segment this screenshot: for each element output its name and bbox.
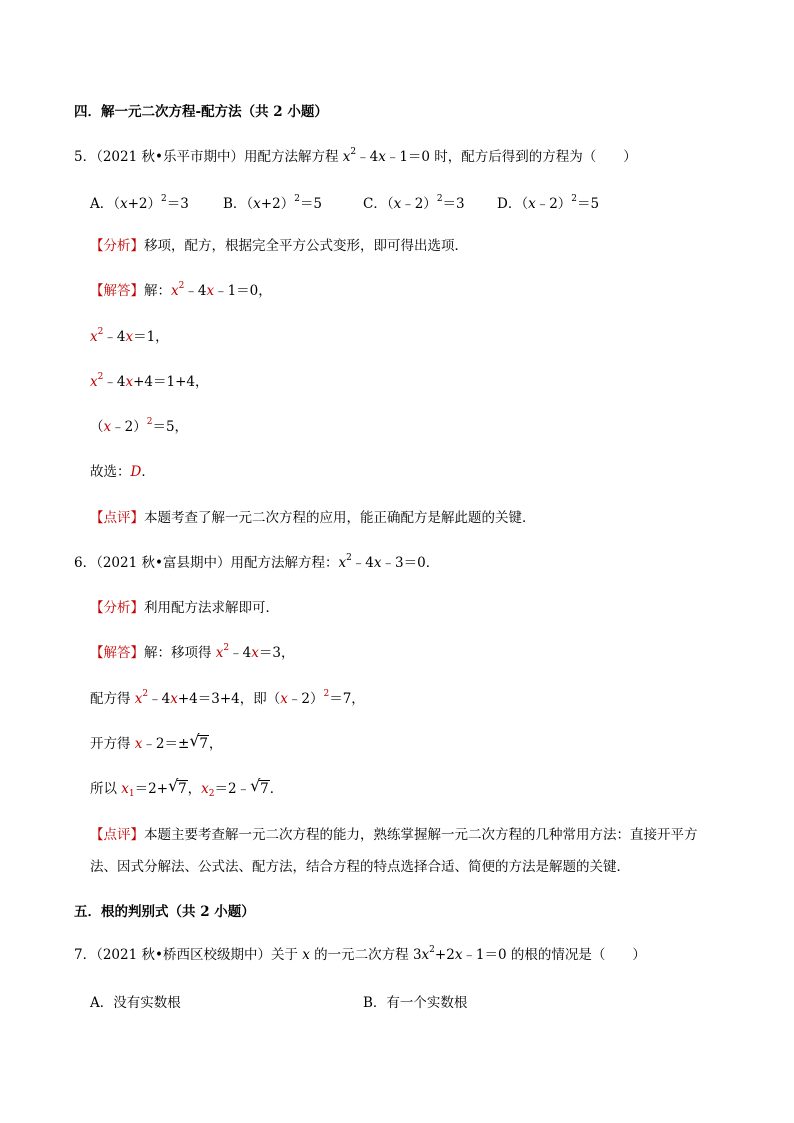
- text-span: ＝5: [577, 196, 600, 212]
- question-6-step-2: [90, 735, 222, 753]
- text-span: A．没有实数根: [90, 995, 181, 1011]
- text-span: x: [253, 196, 261, 212]
- text-span: ＝3: [442, 196, 465, 212]
- text-span: ﹣3＝0．: [381, 555, 440, 571]
- text-span: A．（: [90, 196, 120, 212]
- question-5-answer: [90, 282, 272, 300]
- question-6-comment-line-2: [90, 858, 630, 876]
- question-5-analysis: [90, 237, 468, 255]
- question-6-answer: [90, 644, 294, 662]
- section-title-5: [74, 903, 255, 921]
- superscript: 2: [161, 194, 167, 204]
- question-6-analysis: [90, 599, 279, 617]
- text-span: 利用配方法求解即可．: [144, 600, 279, 616]
- text-span: ﹣4: [148, 691, 171, 707]
- question-5-step-2: [90, 328, 169, 346]
- text-span: 故选：: [90, 464, 131, 480]
- text-span: ﹣4: [356, 149, 379, 165]
- question-5-stem: [74, 148, 637, 166]
- text-span: x: [342, 149, 351, 165]
- subscript: 1: [128, 789, 135, 799]
- text-span: x: [121, 781, 129, 797]
- text-span: x: [393, 196, 402, 212]
- text-span: x: [378, 149, 386, 165]
- text-span: ＝5，: [152, 419, 189, 435]
- text-span: +2）: [260, 196, 295, 212]
- text-span: x: [125, 329, 134, 345]
- text-span: +2）: [127, 196, 162, 212]
- text-span: 四．解一元二次方程-配方法（共 2 小题）: [74, 104, 328, 120]
- question-5-comment: [90, 509, 536, 527]
- superscript: 2: [294, 194, 300, 204]
- superscript: 2: [146, 417, 153, 427]
- text-span: x: [134, 736, 143, 752]
- text-span: ＝7，: [329, 691, 365, 707]
- option-c[interactable]: [363, 192, 465, 212]
- text-span: 的一元二次方程 3: [309, 947, 422, 963]
- text-span: 开方得: [90, 736, 135, 752]
- text-span: x: [215, 645, 224, 661]
- text-span: x: [125, 374, 134, 390]
- text-span: B．有一个实数根: [363, 995, 468, 1011]
- question-6-comment-line-1: [90, 826, 698, 844]
- text-span: x: [90, 374, 98, 390]
- superscript: 2: [436, 194, 443, 204]
- superscript: 2: [97, 327, 104, 337]
- text-span: ﹣2）: [287, 691, 324, 707]
- text-span: x: [421, 947, 430, 963]
- sqrt-symbol: [168, 780, 188, 798]
- question-7-stem: [74, 946, 646, 964]
- text-span: 五．根的判别式（共 2 小题）: [74, 904, 255, 920]
- text-span: +4＝3+4，即（: [177, 691, 281, 707]
- text-span: 移项，配方，根据完全平方公式变形，即可得出选项．: [144, 238, 468, 254]
- text-span: 本题主要考查解一元二次方程的能力，熟练掌握解一元二次方程的几种常用方法：直接开平方: [144, 827, 698, 843]
- text-span: 7．（2021 秋•桥西区校级期中）关于: [74, 947, 303, 963]
- text-span: ＝3: [166, 196, 189, 212]
- question-6-step-3: [90, 780, 283, 798]
- superscript: 2: [323, 689, 330, 699]
- text-span: 【点评】: [90, 827, 144, 843]
- text-span: +2: [434, 947, 455, 963]
- text-span: 【分析】: [90, 600, 144, 616]
- section-title-4: [74, 103, 328, 121]
- text-span: x: [338, 555, 347, 571]
- text-span: 本题考查了解一元二次方程的应用，能正确配方是解此题的关键．: [144, 510, 536, 526]
- text-span: 解：: [144, 283, 171, 299]
- superscript: 2: [223, 643, 230, 653]
- text-span: C．（: [363, 196, 394, 212]
- text-span: ＝1，: [133, 329, 169, 345]
- text-span: x: [171, 283, 179, 299]
- text-span: 所以: [90, 781, 122, 797]
- text-span: （: [90, 419, 104, 435]
- text-span: x: [373, 555, 382, 571]
- text-span: ，: [187, 781, 202, 797]
- text-span: ＝5: [299, 196, 323, 212]
- text-span: 7: [178, 781, 187, 797]
- text-span: 6．（2021 秋•富县期中）用配方法解方程：: [74, 555, 339, 571]
- text-span: 【解答】: [90, 645, 144, 661]
- text-span: x: [528, 196, 536, 212]
- option-a[interactable]: [90, 192, 189, 212]
- question-5-choice: [90, 463, 155, 481]
- text-span: ﹣4: [103, 374, 126, 390]
- text-span: x: [206, 283, 215, 299]
- question-6-stem: [74, 554, 439, 572]
- text-span: 7: [260, 781, 269, 797]
- text-span: 【分析】: [90, 238, 144, 254]
- question-6-step-1: [90, 690, 365, 708]
- sqrt-symbol: [189, 735, 209, 753]
- text-span: ﹣2＝±: [142, 736, 190, 752]
- text-span: x: [134, 691, 143, 707]
- question-5-step-3: [90, 373, 208, 391]
- text-span: ﹣4: [184, 283, 207, 299]
- text-span: 配方得: [90, 691, 135, 707]
- text-span: +4＝1+4，: [133, 374, 209, 390]
- superscript: 2: [142, 689, 149, 699]
- text-span: ﹣4: [351, 555, 374, 571]
- superscript: 2: [346, 553, 352, 563]
- text-span: 7: [199, 736, 208, 752]
- option-d[interactable]: [497, 192, 599, 212]
- text-span: ﹣4: [103, 329, 126, 345]
- text-span: D: [130, 464, 142, 480]
- text-span: 法、因式分解法、公式法、配方法，结合方程的特点选择合适、简便的方法是解题的关键．: [90, 859, 630, 875]
- text-span: x: [454, 947, 463, 963]
- superscript: 2: [97, 372, 104, 382]
- text-span: x: [90, 329, 98, 345]
- text-span: ＝2+: [134, 781, 169, 797]
- text-span: ﹣1＝0，: [214, 283, 272, 299]
- text-span: x: [280, 691, 288, 707]
- text-span: ﹣4: [229, 645, 252, 661]
- text-span: x: [251, 645, 259, 661]
- text-span: x: [201, 781, 209, 797]
- superscript: 2: [350, 147, 357, 157]
- text-span: 【点评】: [90, 510, 144, 526]
- option-b[interactable]: [223, 192, 322, 212]
- text-span: x: [120, 196, 128, 212]
- text-span: x: [170, 691, 178, 707]
- text-span: 解：移项得: [144, 645, 216, 661]
- text-span: ＝3，: [258, 645, 295, 661]
- text-span: ．: [269, 781, 284, 797]
- subscript: 2: [208, 789, 215, 799]
- text-span: x: [302, 947, 310, 963]
- superscript: 2: [178, 281, 185, 291]
- text-span: ﹣2）: [111, 419, 147, 435]
- text-span: ﹣2）: [535, 196, 572, 212]
- text-span: ．: [141, 464, 155, 480]
- text-span: 【解答】: [90, 283, 144, 299]
- text-span: D．（: [497, 196, 529, 212]
- text-span: ﹣1＝0 的根的情况是（ ）: [462, 947, 646, 963]
- text-span: ＝2﹣: [214, 781, 251, 797]
- superscript: 2: [571, 194, 578, 204]
- superscript: 2: [429, 945, 435, 955]
- text-span: x: [103, 419, 112, 435]
- text-span: ﹣1＝0 时，配方后得到的方程为（ ）: [385, 149, 637, 165]
- text-span: 5．（2021 秋•乐平市期中）用配方法解方程: [74, 149, 343, 165]
- option-a[interactable]: [90, 991, 181, 1011]
- option-b[interactable]: [363, 991, 467, 1011]
- sqrt-symbol: [250, 780, 270, 798]
- text-span: B．（: [223, 196, 254, 212]
- text-span: ，: [208, 736, 223, 752]
- question-5-step-4: [90, 418, 188, 436]
- text-span: ﹣2）: [401, 196, 437, 212]
